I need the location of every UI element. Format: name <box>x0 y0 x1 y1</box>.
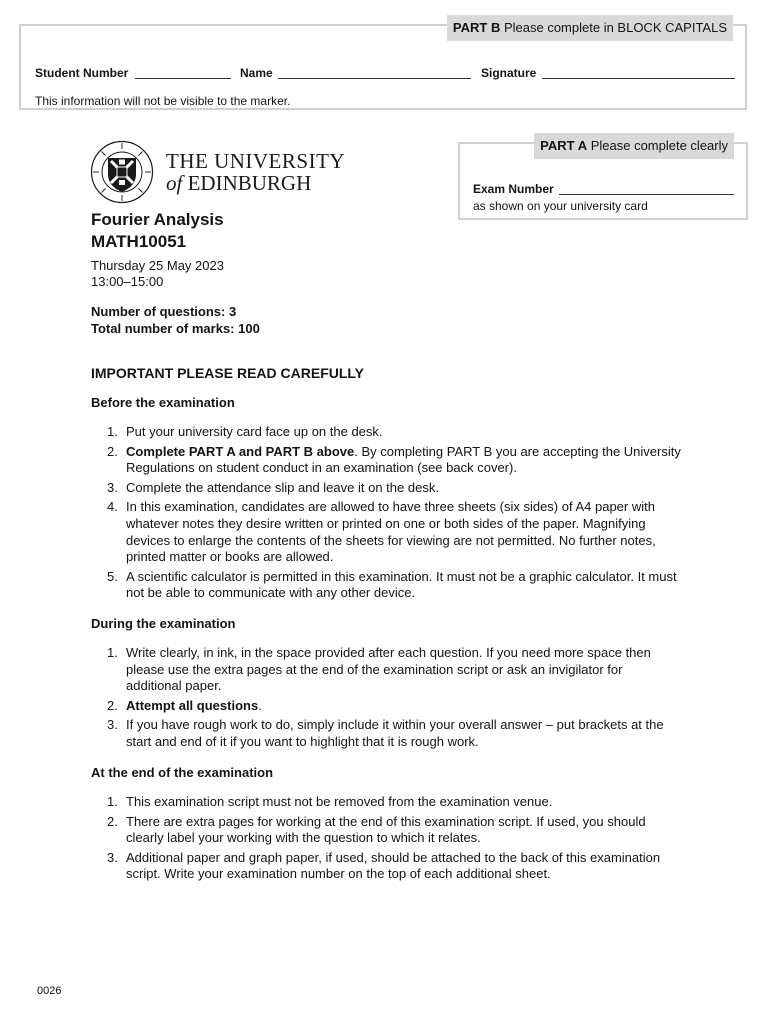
university-wordmark-line1: THE UNIVERSITY <box>166 149 346 173</box>
part-a-tab-bold: PART A <box>540 138 588 153</box>
course-title-block <box>91 209 224 253</box>
university-wordmark <box>166 150 345 194</box>
exam-time: 13:00–15:00 <box>91 274 164 289</box>
part-b-tab <box>447 15 733 41</box>
end-exam-list <box>91 794 681 886</box>
list-number: 1. <box>107 645 118 660</box>
list-item-text: In this examination, candidates are allowed to have three sheets (six sides) of A4 paper with whatever notes they desire written or printed on one or both sides of the paper. Magnifying devices to enlarge the contents of the sheets for viewing are not permitted. No further notes, printed matter or books are allowed. <box>126 499 656 565</box>
important-heading: IMPORTANT PLEASE READ CAREFULLY <box>91 365 365 381</box>
list-item-text: This examination script must not be removed from the examination venue. <box>126 794 553 809</box>
exam-number-hint: as shown on your university card <box>473 199 648 213</box>
list-number: 4. <box>107 499 118 515</box>
signature-field[interactable] <box>542 78 735 79</box>
list-number: 5. <box>107 568 118 584</box>
list-item-text: If you have rough work to do, simply include it within your overall answer – put brackets at the start and end of it if you want to highlight that it is rough work. <box>126 717 664 749</box>
name-label: Name <box>240 66 273 80</box>
part-b-box <box>19 20 747 110</box>
course-title: Fourier Analysis <box>91 210 224 229</box>
list-number: 2. <box>107 697 118 713</box>
list-item <box>91 850 681 883</box>
during-exam-list <box>91 645 681 754</box>
list-number: 2. <box>107 443 118 459</box>
part-b-note: This information will not be visible to the marker. <box>35 94 291 108</box>
list-item-text: Complete the attendance slip and leave it on the desk. <box>126 479 439 495</box>
exam-datetime <box>91 258 224 290</box>
list-number: 1. <box>107 794 118 809</box>
signature-label: Signature <box>481 66 537 80</box>
list-item-text: Put your university card face up on the desk. <box>126 424 383 439</box>
part-a-box <box>458 138 748 220</box>
list-item <box>91 794 681 811</box>
list-number: 1. <box>107 424 118 439</box>
exam-number-label: Exam Number <box>473 182 554 196</box>
student-number-field[interactable] <box>135 78 231 79</box>
exam-date: Thursday 25 May 2023 <box>91 258 224 273</box>
list-item-bold: Attempt all questions <box>126 697 259 713</box>
university-wordmark-of: of <box>166 171 183 195</box>
list-item <box>91 480 681 497</box>
list-item <box>91 569 681 602</box>
list-item <box>91 499 681 565</box>
list-item-text: . By completing PART B you are accepting the University Regulations on student conduct in an examination (see back cover). <box>126 443 681 476</box>
list-number: 3. <box>107 849 118 865</box>
total-marks: Total number of marks: 100 <box>91 321 260 336</box>
before-exam-list <box>91 424 681 605</box>
end-exam-heading: At the end of the examination <box>91 765 274 780</box>
during-exam-heading: During the examination <box>91 616 236 631</box>
part-a-tab <box>534 133 734 159</box>
part-b-tab-bold: PART B <box>452 20 501 35</box>
list-number: 3. <box>107 717 118 733</box>
list-item-text: There are extra pages for working at the end of this examination script. If used, you should clearly label your working with the question to which it relates. <box>126 813 646 846</box>
part-a-tab-text: Please complete clearly <box>587 138 728 153</box>
list-item-bold: Complete PART A and PART B above <box>126 443 355 459</box>
list-item-text: Write clearly, in ink, in the space provided after each question. If you need more space then please use the extra pages at the end of the examination script or ask an invigilator for additional paper. <box>126 645 651 694</box>
list-item <box>91 698 681 715</box>
page-code: 0026 <box>37 985 62 997</box>
student-number-label: Student Number <box>35 66 129 80</box>
university-wordmark-line2 <box>166 172 345 194</box>
university-wordmark-edinburgh: EDINBURGH <box>182 171 312 195</box>
list-item <box>91 424 681 441</box>
list-item-text: . <box>258 697 262 713</box>
before-exam-heading: Before the examination <box>91 395 235 410</box>
list-item-text: A scientific calculator is permitted in this examination. It must not be a graphic calculator. It must not be able to communicate with any other device. <box>126 568 677 601</box>
number-of-questions: Number of questions: 3 <box>91 304 237 319</box>
exam-counts <box>91 303 260 337</box>
list-item <box>91 645 681 695</box>
part-b-tab-text: Please complete in BLOCK CAPITALS <box>500 20 727 35</box>
list-item <box>91 717 681 750</box>
list-number: 2. <box>107 813 118 829</box>
list-item-text: Additional paper and graph paper, if used, should be attached to the back of this examination script. Write your examination number on the top of each additional sheet. <box>126 849 661 882</box>
name-field[interactable] <box>278 78 471 79</box>
list-item <box>91 814 681 847</box>
list-item <box>91 444 681 477</box>
university-crest-icon <box>90 140 154 204</box>
list-number: 3. <box>107 479 118 495</box>
exam-number-field[interactable] <box>559 194 734 195</box>
course-code: MATH10051 <box>91 232 187 251</box>
